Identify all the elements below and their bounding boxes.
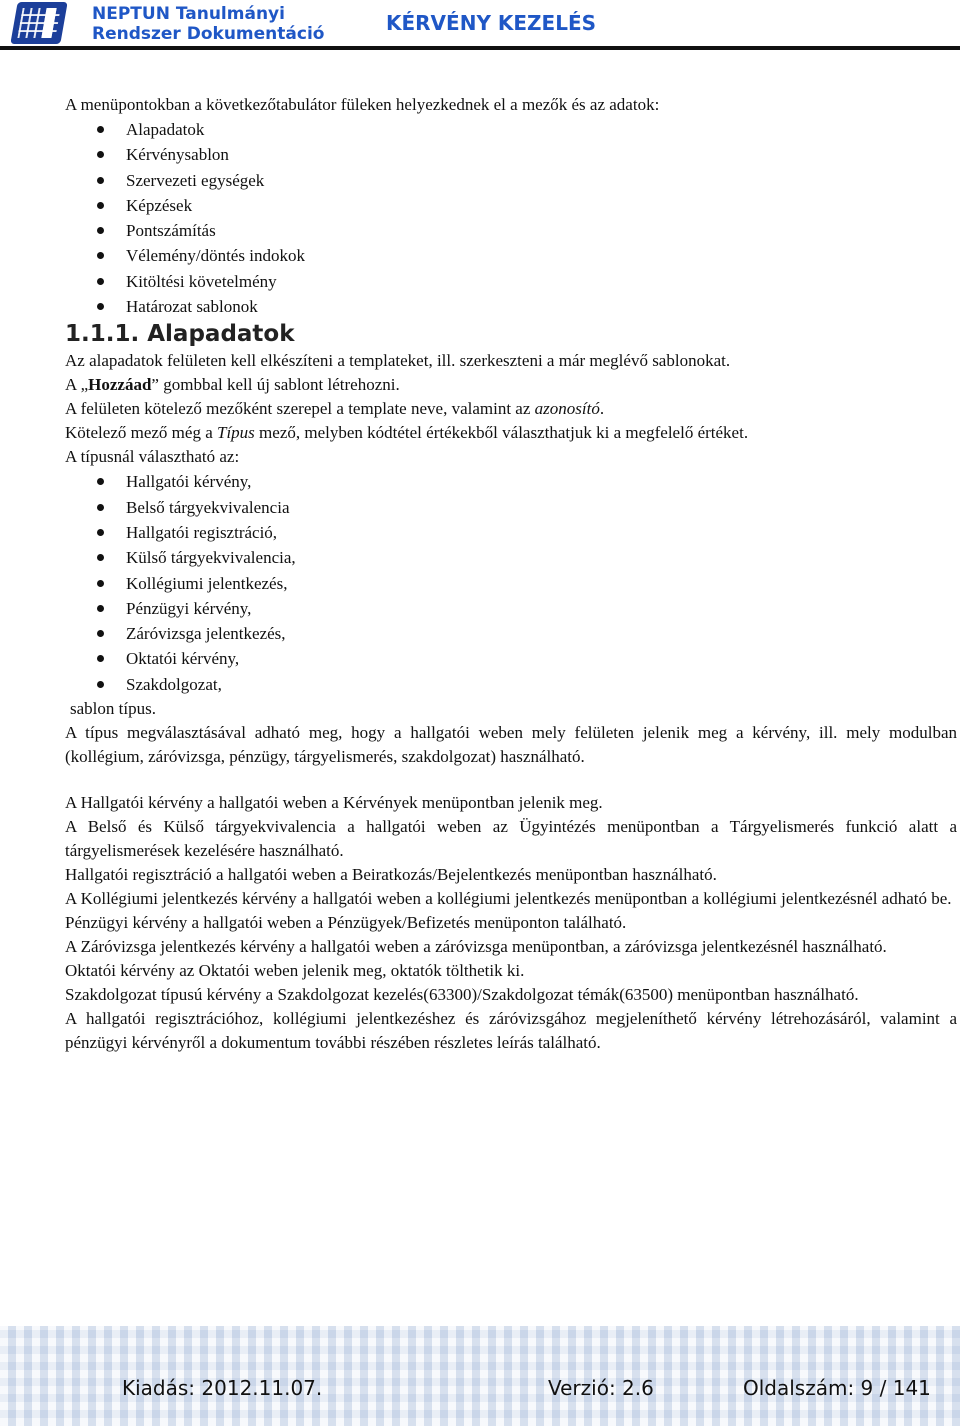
- list-item: Alapadatok: [65, 117, 957, 142]
- brand-line-1: NEPTUN Tanulmányi: [92, 4, 285, 24]
- detail-paragraph: A Záróvizsga jelentkezés kérvény a hallgatói weben a záróvizsga menüpontban, a záróvizsga jelentkezésnél használható.: [65, 937, 887, 957]
- detail-paragraph: A hallgatói regisztrációhoz, kollégiumi jelentkezéshez és záróvizsgához megjeleníthető kérvény létrehozásáról, valamint a pénzügyi kérvényről a dokumentum további részében részletes leírás található.: [65, 1009, 957, 1053]
- list-item: Hallgatói regisztráció,: [65, 520, 957, 545]
- type-details: [65, 791, 957, 1055]
- list-item: Belső tárgyekvivalencia: [65, 495, 957, 520]
- alapadatok-paragraph-1: [65, 349, 957, 397]
- detail-paragraph: Oktatói kérvény az Oktatói weben jelenik meg, oktatók tölthetik ki.: [65, 961, 525, 981]
- list-item: Kitöltési követelmény: [65, 269, 957, 294]
- detail-paragraph: A Kollégiumi jelentkezés kérvény a hallgatói weben a kollégiumi jelentkezés menüpontban a kollégiumi jelentkezésnél adható be.: [65, 889, 952, 909]
- footer-version: Verzió: 2.6: [548, 1376, 654, 1400]
- p2-line-2-pre: Kötelező mező még a: [65, 423, 217, 443]
- header-divider: [0, 46, 960, 50]
- alapadatok-paragraph-2: [65, 397, 957, 445]
- page-content: [65, 93, 957, 1055]
- footer-page-number: Oldalszám: 9 / 141: [743, 1376, 931, 1400]
- hozzaad-button-ref: Hozzáad: [88, 375, 152, 395]
- list-item: Képzések: [65, 193, 957, 218]
- section-number: 1.1.1.: [65, 321, 140, 348]
- detail-paragraph: Szakdolgozat típusú kérvény a Szakdolgozat kezelés(63300)/Szakdolgozat témák(63500) menüpontban használható.: [65, 985, 859, 1005]
- page-header: [0, 0, 960, 50]
- list-item: Kérvénysablon: [65, 142, 957, 167]
- list-item: Pénzügyi kérvény,: [65, 596, 957, 621]
- list-item: Szakdolgozat,: [65, 672, 957, 697]
- list-item: Kollégiumi jelentkezés,: [65, 571, 957, 596]
- list-item: Külső tárgyekvivalencia,: [65, 545, 957, 570]
- footer-release-date: Kiadás: 2012.11.07.: [122, 1376, 323, 1400]
- neptun-logo-icon: [10, 2, 67, 44]
- intro-paragraph: A menüpontokban a következőtabulátor füleken helyezkednek el a mezők és az adatok:: [65, 95, 660, 114]
- document-title: KÉRVÉNY KEZELÉS: [386, 11, 597, 35]
- detail-paragraph: A Belső és Külső tárgyekvivalencia a hallgatói weben az Ügyintézés menüpontban a Tárgyelismerés funkció alatt a tárgyelismerések kezelésére használható.: [65, 817, 957, 861]
- types-suffix: sablon típus.: [70, 699, 156, 719]
- p2-line-1-pre: A felületen kötelező mezőként szerepel a template neve, valamint az: [65, 399, 535, 419]
- p2-line-2-post: mező, melyben kódtétel értékekből választhatjuk ki a megfelelő értéket.: [254, 423, 749, 443]
- brand-line-2: Rendszer Dokumentáció: [92, 24, 325, 44]
- list-item: Határozat sablonok: [65, 294, 957, 319]
- p1-line-2-post: ” gombbal kell új sablont létrehozni.: [151, 375, 400, 395]
- detail-paragraph: A Hallgatói kérvény a hallgatói weben a Kérvények menüpontban jelenik meg.: [65, 793, 603, 813]
- section-title: Alapadatok: [147, 321, 295, 348]
- p1-line-2-pre: A „: [65, 375, 89, 395]
- list-item: Záróvizsga jelentkezés,: [65, 621, 957, 646]
- list-item: Vélemény/döntés indokok: [65, 243, 957, 268]
- type-list: [65, 469, 957, 697]
- list-item: Szervezeti egységek: [65, 168, 957, 193]
- brand-name: [92, 4, 324, 44]
- p2-line-1-post: .: [599, 399, 605, 419]
- detail-paragraph: Pénzügyi kérvény a hallgatói weben a Pénzügyek/Befizetés menüponton található.: [65, 913, 627, 933]
- page-footer: [0, 1326, 960, 1426]
- list-item: Oktatói kérvény,: [65, 646, 957, 671]
- azonosito-field-ref: azonosító: [534, 399, 600, 419]
- list-item: Pontszámítás: [65, 218, 957, 243]
- p1-line-1: Az alapadatok felületen kell elkészíteni a templateket, ill. szerkeszteni a már meglévő sablonokat.: [65, 351, 731, 371]
- types-intro: A típusnál választható az:: [65, 447, 240, 467]
- section-heading: [65, 319, 957, 349]
- type-usage-paragraph: A típus megválasztásával adható meg, hogy a hallgatói weben mely felületen jelenik meg a kérvény, ill. mely modulban (kollégium, záróvizsga, pénzügy, tárgyelismerés, szakdolgozat) használható.: [65, 723, 957, 767]
- tab-list: [65, 117, 957, 319]
- tipus-field-ref: Típus: [217, 423, 255, 443]
- list-item: Hallgatói kérvény,: [65, 469, 957, 494]
- detail-paragraph: Hallgatói regisztráció a hallgatói weben a Beiratkozás/Bejelentkezés menüpontban használható.: [65, 865, 717, 885]
